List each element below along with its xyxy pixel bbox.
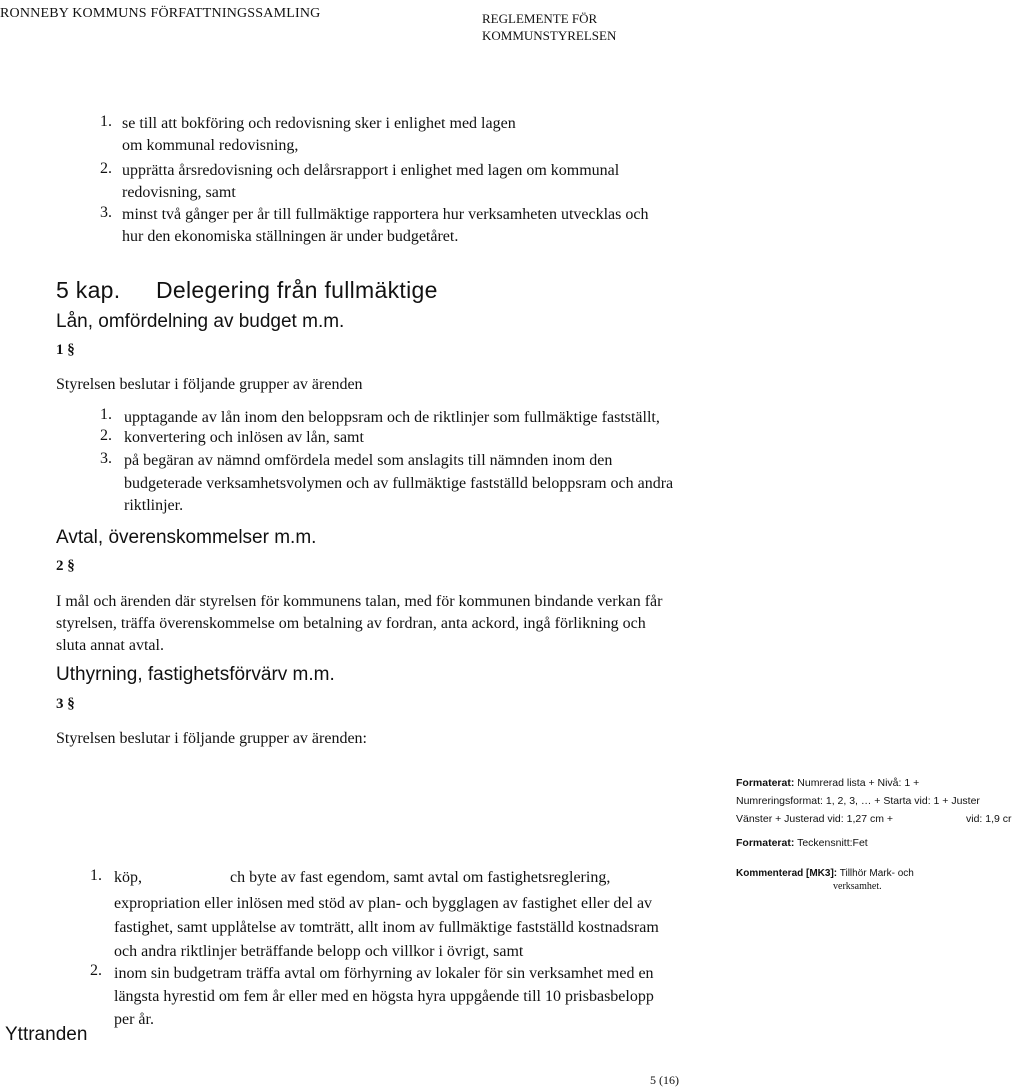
format-text: Teckensnitt:Fet [797,837,868,849]
section-heading: Avtal, överenskommelser m.m. [56,527,317,548]
list-number: 2. [90,962,102,979]
list-number: 1. [100,406,112,423]
list-item-line: upptagande av lån inom den beloppsram och de riktlinjer som fullmäktige fastställt, [124,409,660,426]
section-lead: Styrelsen beslutar i följande grupper av ärenden [56,376,363,393]
format-text: vid: 1,9 cr [966,813,1012,825]
list-item-line: per år. [114,1011,154,1028]
format-note[interactable] [736,836,868,851]
comment-label: Kommenterad [MK3]: [736,868,838,879]
list-number: 1. [90,867,102,884]
list-item-line: upprätta årsredovisning och delårsrapport i enlighet med lagen om kommunal [122,162,620,179]
comment-note[interactable] [736,867,914,880]
list-item-line: inom sin budgetram träffa avtal om förhyrning av lokaler för sin verksamhet med en [114,965,654,982]
format-label: Formaterat: [736,777,795,789]
header-right [482,10,616,44]
list-item-line: expropriation eller inlösen med stöd av plan- och bygglagen av fastighet eller del av [114,895,653,912]
list-item-line: se till att bokföring och redovisning sker i enlighet med lagen [122,115,516,132]
format-text: Numrerad lista + Nivå: 1 + [797,777,920,789]
list-item-line: redovisning, samt [122,184,236,201]
paragraph-line: I mål och ärenden där styrelsen för kommunens talan, med för kommunen bindande verkan får [56,593,663,610]
list-item-line: och andra riktlinjer beträffande belopp och villkor i övrigt, samt [114,943,524,960]
list-item-line: konvertering och inlösen av lån, samt [124,429,364,446]
list-number: 2. [100,427,112,444]
list-item-line: ch byte av fast egendom, samt avtal om fastighetsreglering, [230,869,611,886]
paragraph-number: 3 § [56,696,75,712]
paragraph-line: styrelsen, träffa överenskommelse om betalning av fordran, anta ackord, ingå förlikning och [56,615,646,632]
list-item-line: minst två gånger per år till fullmäktige rapportera hur verksamheten utvecklas och [122,206,649,223]
section-heading: Lån, omfördelning av budget m.m. [56,311,345,332]
list-number: 3. [100,204,112,221]
list-number: 2. [100,160,112,177]
section-heading: Uthyrning, fastighetsförvärv m.m. [56,664,335,685]
list-item-line: köp, [114,869,142,886]
list-number: 1. [100,113,112,130]
page-number: 5 (16) [650,1073,679,1087]
chapter-number: 5 kap. [56,277,121,303]
format-label: Formaterat: [736,837,795,849]
header-right-line2: KOMMUNSTYRELSEN [482,28,617,43]
chapter-title: Delegering från fullmäktige [156,277,438,303]
header-right-line1: REGLEMENTE FÖR [482,11,598,26]
paragraph-number: 2 § [56,558,75,574]
format-text: Vänster + Justerad vid: 1,27 cm + [736,813,893,825]
list-number: 3. [100,450,112,467]
comment-text: verksamhet. [833,881,882,892]
list-item-line: fastighet, samt upplåtelse av tomträtt, allt inom av fullmäktige fastställd kostnadsram [114,919,659,936]
format-note[interactable] [736,776,919,791]
list-item-line: budgeterade verksamhetsvolymen och av fullmäktige fastställd beloppsram och andra [124,475,674,492]
paragraph-number: 1 § [56,342,75,358]
list-item-line: hur den ekonomiska ställningen är under budgetåret. [122,228,459,245]
format-text: Numreringsformat: 1, 2, 3, … + Starta vid: 1 + Juster [736,795,980,807]
list-item-line: om kommunal redovisning, [122,137,299,154]
list-item-line: längsta hyrestid om fem år eller med en högsta hyra uppgående till 10 prisbasbelopp [114,988,654,1005]
list-item-line: riktlinjer. [124,497,184,514]
comment-text: Tillhör Mark- och [839,868,914,879]
paragraph-line: sluta annat avtal. [56,637,164,654]
list-item-line: på begäran av nämnd omfördela medel som anslagits till nämnden inom den [124,452,613,469]
header-left: RONNEBY KOMMUNS FÖRFATTNINGSSAMLING [0,6,321,21]
section-lead: Styrelsen beslutar i följande grupper av ärenden: [56,730,367,747]
section-heading: Yttranden [5,1024,88,1045]
